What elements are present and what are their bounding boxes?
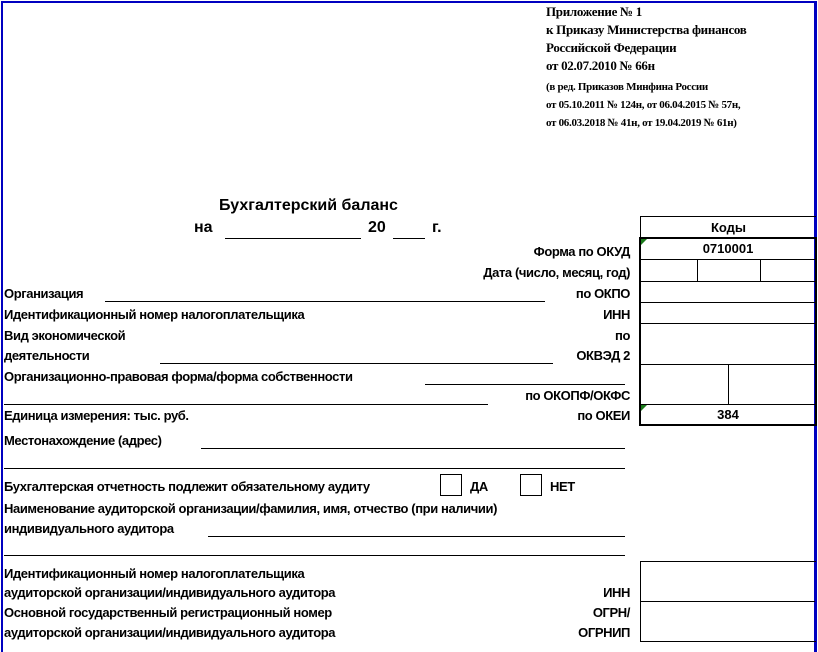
okopf-label: по ОКОПФ/ОКФС bbox=[525, 388, 630, 403]
auditor-inn-value[interactable] bbox=[641, 562, 815, 601]
organization-label: Организация bbox=[4, 286, 84, 301]
revision-line: от 05.10.2011 № 124н, от 06.04.2015 № 57н, bbox=[546, 99, 741, 111]
audit-yes-label: ДА bbox=[470, 479, 488, 494]
date-year-cell[interactable] bbox=[761, 260, 815, 281]
inn-label: Идентификационный номер налогоплательщика bbox=[4, 307, 305, 322]
audit-no-checkbox[interactable] bbox=[520, 474, 542, 496]
auditor-name-input-line[interactable] bbox=[208, 536, 625, 537]
organization-input-line[interactable] bbox=[105, 301, 545, 302]
cell-marker-icon bbox=[641, 239, 647, 245]
okpo-label: по ОКПО bbox=[575, 286, 630, 301]
sheet-border-top bbox=[1, 1, 817, 3]
title-year-suffix: г. bbox=[432, 219, 442, 236]
okfs-value[interactable] bbox=[729, 365, 815, 404]
appendix-line: от 02.07.2010 № 66н bbox=[546, 58, 655, 73]
auditor-inn-label-1: Идентификационный номер налогоплательщика bbox=[4, 566, 305, 581]
sheet-border-left bbox=[1, 1, 3, 652]
address-label: Местонахождение (адрес) bbox=[4, 433, 162, 448]
appendix-line: к Приказу Министерства финансов bbox=[546, 22, 747, 37]
okopf-value[interactable] bbox=[641, 365, 728, 404]
auditor-ogrn-label-1: Основной государственный регистрационный номер bbox=[4, 605, 332, 620]
cell-marker-icon bbox=[641, 405, 647, 411]
date-label: Дата (число, месяц, год) bbox=[483, 265, 630, 280]
okei-value[interactable]: 384 bbox=[717, 407, 739, 422]
page-title: Бухгалтерский баланс bbox=[219, 197, 398, 214]
legal-form-input-line[interactable] bbox=[425, 384, 625, 385]
okud-value[interactable]: 0710001 bbox=[702, 241, 754, 256]
date-input-line[interactable] bbox=[225, 238, 361, 239]
auditor-ogrn-code-label-1: ОГРН/ bbox=[592, 605, 630, 620]
date-day-cell[interactable] bbox=[641, 260, 697, 281]
auditor-ogrn-label-2: аудиторской организации/индивидуального аудитора bbox=[4, 625, 336, 640]
revision-line: от 06.03.2018 № 41н, от 19.04.2019 № 61н) bbox=[546, 117, 737, 129]
title-year-prefix: 20 bbox=[368, 219, 386, 236]
okei-label: по ОКЕИ bbox=[577, 408, 630, 423]
activity-label-1: Вид экономической bbox=[4, 328, 126, 343]
title-on-label: на bbox=[194, 219, 213, 236]
auditor-name-input-line-2[interactable] bbox=[4, 555, 625, 556]
okpo-value[interactable] bbox=[641, 282, 815, 302]
address-input-line-2[interactable] bbox=[4, 468, 625, 469]
codes-header: Коды bbox=[640, 216, 816, 238]
inn-code-label: ИНН bbox=[603, 307, 630, 322]
legal-form-input-line-2[interactable] bbox=[4, 404, 488, 405]
activity-input-line[interactable] bbox=[160, 363, 553, 364]
auditor-ogrn-code-label-2: ОГРНИП bbox=[578, 625, 630, 640]
audit-question: Бухгалтерская отчетность подлежит обязательному аудиту bbox=[4, 479, 370, 494]
okved-label-2: ОКВЭД 2 bbox=[576, 348, 630, 363]
appendix-line: Приложение № 1 bbox=[546, 4, 642, 19]
auditor-inn-label-2: аудиторской организации/индивидуального аудитора bbox=[4, 585, 336, 600]
auditor-inn-code-label: ИНН bbox=[603, 585, 630, 600]
appendix-line: Российской Федерации bbox=[546, 40, 677, 55]
legal-form-label: Организационно-правовая форма/форма собственности bbox=[4, 369, 353, 384]
unit-label: Единица измерения: тыс. руб. bbox=[4, 408, 189, 423]
revision-line: (в ред. Приказов Минфина России bbox=[546, 81, 708, 93]
audit-no-label: НЕТ bbox=[550, 479, 575, 494]
auditor-name-label-2: индивидуального аудитора bbox=[4, 521, 174, 536]
date-month-cell[interactable] bbox=[698, 260, 760, 281]
inn-value[interactable] bbox=[641, 303, 815, 323]
okved-value[interactable] bbox=[641, 324, 815, 364]
okud-label: Форма по ОКУД bbox=[533, 244, 630, 259]
audit-yes-checkbox[interactable] bbox=[440, 474, 462, 496]
activity-label-2: деятельности bbox=[4, 348, 90, 363]
okved-label-1: по bbox=[615, 328, 630, 343]
year-input-line[interactable] bbox=[393, 238, 425, 239]
auditor-name-label-1: Наименование аудиторской организации/фамилия, имя, отчество (при наличии) bbox=[4, 501, 497, 516]
auditor-ogrn-value[interactable] bbox=[641, 602, 815, 641]
address-input-line[interactable] bbox=[201, 448, 625, 449]
